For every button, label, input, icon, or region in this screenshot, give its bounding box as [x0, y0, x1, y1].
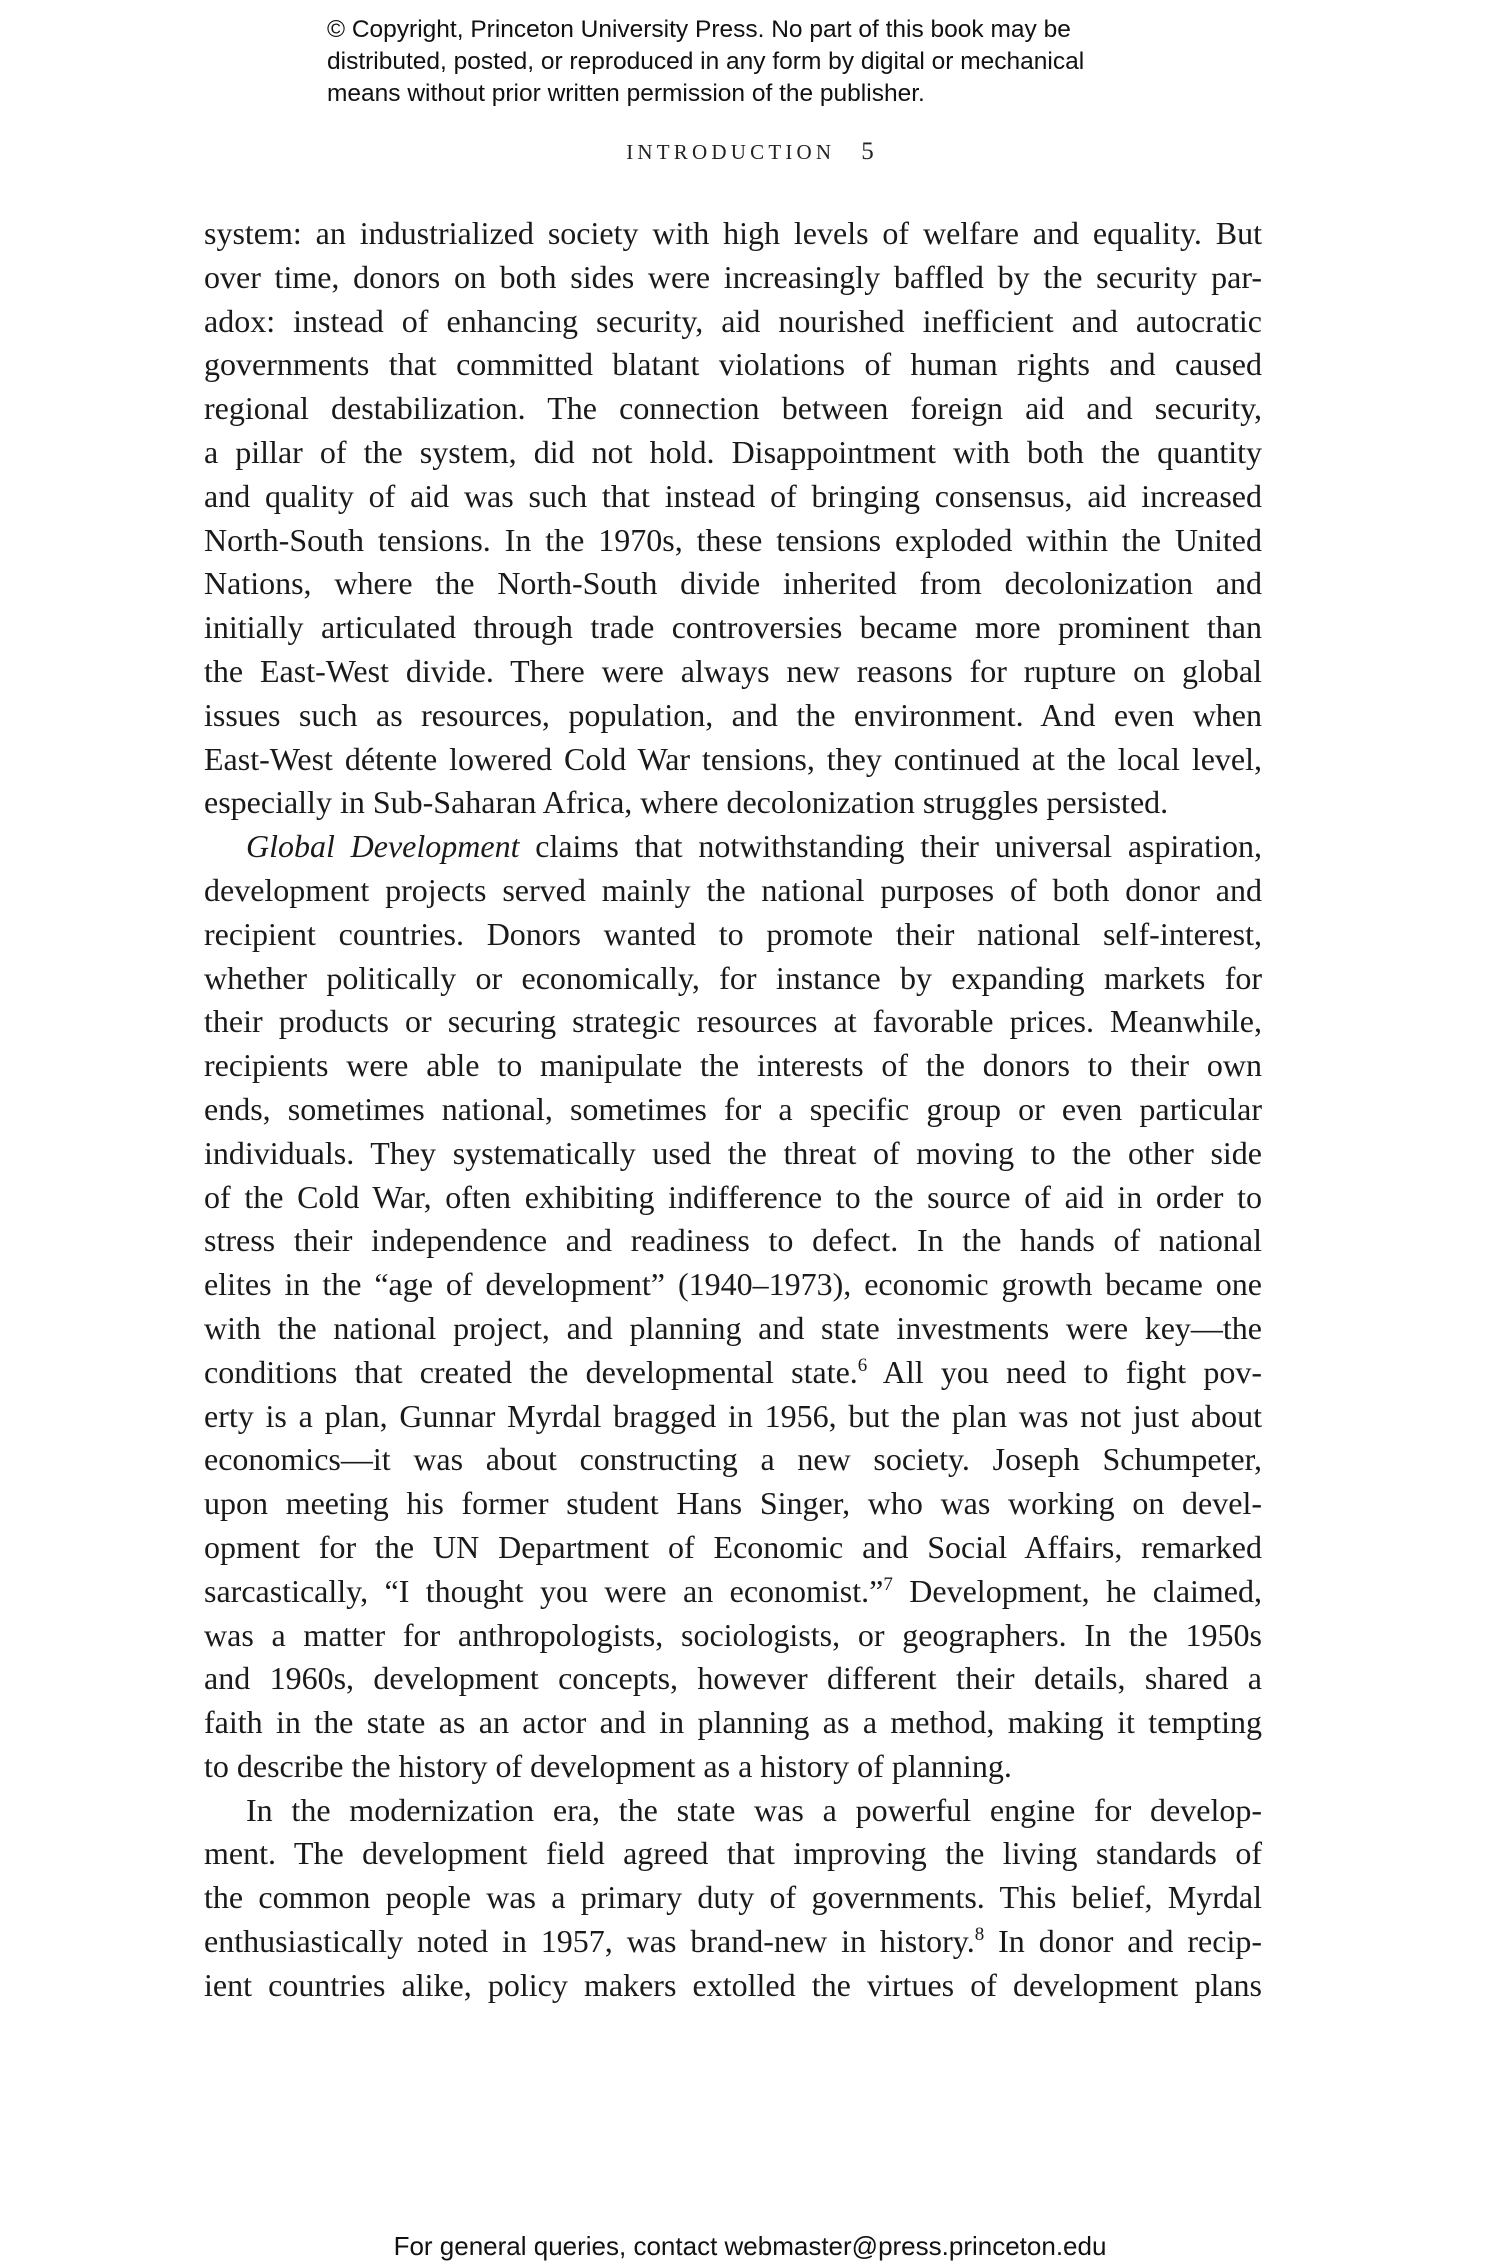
text-line [204, 1657, 1262, 1701]
text-line [204, 387, 1262, 431]
text-run: Nations, where the North-South divide inherited from decolonization and [204, 565, 1262, 602]
book-title: Global Development [246, 828, 520, 865]
text-run: North-South tensions. In the 1970s, these tensions exploded within the United [204, 521, 1262, 558]
text-run: regional destabilization. The connection between foreign aid and security, [204, 390, 1262, 427]
text-run: recipients were able to manipulate the interests of the donors to their own [204, 1047, 1262, 1084]
text-line [204, 1570, 1262, 1614]
text-run: especially in Sub-Saharan Africa, where decolonization struggles persisted. [204, 784, 1169, 821]
text-run: In the modernization era, the state was a powerful engine for develop- [246, 1791, 1262, 1828]
text-line [204, 1614, 1262, 1658]
text-run: recipient countries. Donors wanted to promote their national self-interest, [204, 915, 1262, 952]
text-line [204, 1219, 1262, 1263]
text-run: individuals. They systematically used the threat of moving to the other side [204, 1134, 1262, 1171]
footnote-marker: 7 [883, 1573, 893, 1595]
copyright-line: means without prior written permission of the publisher. [327, 80, 925, 107]
footnote-marker: 6 [857, 1354, 868, 1376]
copyright-line: © Copyright, Princeton University Press. No part of this book may be [327, 16, 1071, 43]
text-line [204, 1832, 1262, 1876]
text-run: governments that committed blatant violations of human rights and caused [204, 346, 1262, 383]
text-run: sarcastically, “I thought you were an economist.” [204, 1572, 884, 1609]
text-line [204, 1964, 1262, 2008]
page-number: 5 [861, 138, 874, 165]
text-run: opment for the UN Department of Economic and Social Affairs, remarked [204, 1528, 1262, 1565]
text-line [204, 606, 1262, 650]
text-run: adox: instead of enhancing security, aid nourished inefficient and autocratic [204, 302, 1262, 339]
footnote-marker: 8 [974, 1924, 985, 1946]
text-line [204, 1789, 1262, 1833]
text-line [204, 1044, 1262, 1088]
text-run: ient countries alike, policy makers extolled the virtues of development plans [204, 1966, 1262, 2003]
text-line [204, 431, 1262, 475]
text-line [204, 1876, 1262, 1920]
text-run: was a matter for anthropologists, sociologists, or geographers. In the 1950s [204, 1616, 1262, 1653]
text-line [204, 519, 1262, 563]
text-line [204, 1745, 1262, 1789]
text-line [204, 1000, 1262, 1044]
text-line [204, 1920, 1262, 1964]
text-line [204, 1482, 1262, 1526]
text-line [204, 650, 1262, 694]
chapter-title: INTRODUCTION [626, 140, 836, 164]
text-run: East-West détente lowered Cold War tensions, they continued at the local level, [204, 740, 1262, 777]
text-run: claims that notwithstanding their universal aspiration, [519, 828, 1263, 865]
footer-contact: For general queries, contact webmaster@press.princeton.edu [393, 2231, 1107, 2261]
text-line [204, 869, 1262, 913]
text-line [204, 1351, 1262, 1395]
text-run: All you need to fight pov- [867, 1353, 1263, 1390]
text-run: economics—it was about constructing a new society. Joseph Schumpeter, [204, 1441, 1262, 1478]
text-run: Development, he claimed, [892, 1572, 1263, 1609]
text-run: and quality of aid was such that instead of bringing consensus, aid increased [204, 477, 1262, 514]
text-run: faith in the state as an actor and in planning as a method, making it tempting [204, 1704, 1262, 1741]
text-line [204, 256, 1262, 300]
text-run: stress their independence and readiness to defect. In the hands of national [204, 1222, 1262, 1259]
text-line [204, 212, 1262, 256]
text-run: whether politically or economically, for instance by expanding markets for [204, 959, 1262, 996]
text-run: ends, sometimes national, sometimes for a specific group or even particular [204, 1090, 1262, 1127]
text-run: conditions that created the developmental state. [204, 1353, 858, 1390]
text-run: over time, donors on both sides were increasingly baffled by the security par- [204, 258, 1262, 295]
text-line [204, 562, 1262, 606]
text-run: with the national project, and planning and state investments were key—the [204, 1309, 1262, 1346]
running-head [0, 138, 1500, 166]
text-run: development projects served mainly the national purposes of both donor and [204, 871, 1262, 908]
text-line [204, 1263, 1262, 1307]
text-run: In donor and recip- [984, 1923, 1263, 1960]
text-run: their products or securing strategic resources at favorable prices. Meanwhile, [204, 1003, 1262, 1040]
text-line [204, 475, 1262, 519]
text-run: elites in the “age of development” (1940–1973), economic growth became one [204, 1266, 1262, 1303]
text-line [204, 825, 1262, 869]
text-run: and 1960s, development concepts, however different their details, shared a [204, 1660, 1262, 1697]
text-line [204, 1438, 1262, 1482]
text-line [204, 1176, 1262, 1220]
text-line [204, 343, 1262, 387]
text-run: initially articulated through trade controversies became more prominent than [204, 609, 1262, 646]
text-run: the common people was a primary duty of governments. This belief, Myrdal [204, 1879, 1262, 1916]
copyright-notice [327, 14, 1327, 110]
text-run: of the Cold War, often exhibiting indifference to the source of aid in order to [204, 1178, 1262, 1215]
text-line [204, 1132, 1262, 1176]
text-run: enthusiastically noted in 1957, was brand-new in history. [204, 1923, 975, 1960]
text-line [204, 1088, 1262, 1132]
text-line [204, 913, 1262, 957]
text-run: to describe the history of development as a history of planning. [204, 1747, 1012, 1784]
text-run: issues such as resources, population, and the environment. And even when [204, 696, 1262, 733]
text-line [204, 738, 1262, 782]
text-line [204, 1395, 1262, 1439]
text-line [204, 1307, 1262, 1351]
text-run: the East-West divide. There were always new reasons for rupture on global [204, 652, 1262, 689]
text-run: erty is a plan, Gunnar Myrdal bragged in 1956, but the plan was not just about [204, 1397, 1262, 1434]
text-line [204, 781, 1262, 825]
body-text [204, 212, 1262, 2008]
text-line [204, 957, 1262, 1001]
text-line [204, 1701, 1262, 1745]
copyright-line: distributed, posted, or reproduced in any form by digital or mechanical [327, 48, 1085, 75]
text-run: upon meeting his former student Hans Singer, who was working on devel- [204, 1485, 1262, 1522]
text-line [204, 1526, 1262, 1570]
text-run: a pillar of the system, did not hold. Disappointment with both the quantity [204, 433, 1262, 470]
text-line [204, 300, 1262, 344]
text-run: system: an industrialized society with high levels of welfare and equality. But [204, 215, 1262, 251]
text-run: ment. The development field agreed that improving the living standards of [204, 1835, 1262, 1872]
text-line [204, 694, 1262, 738]
